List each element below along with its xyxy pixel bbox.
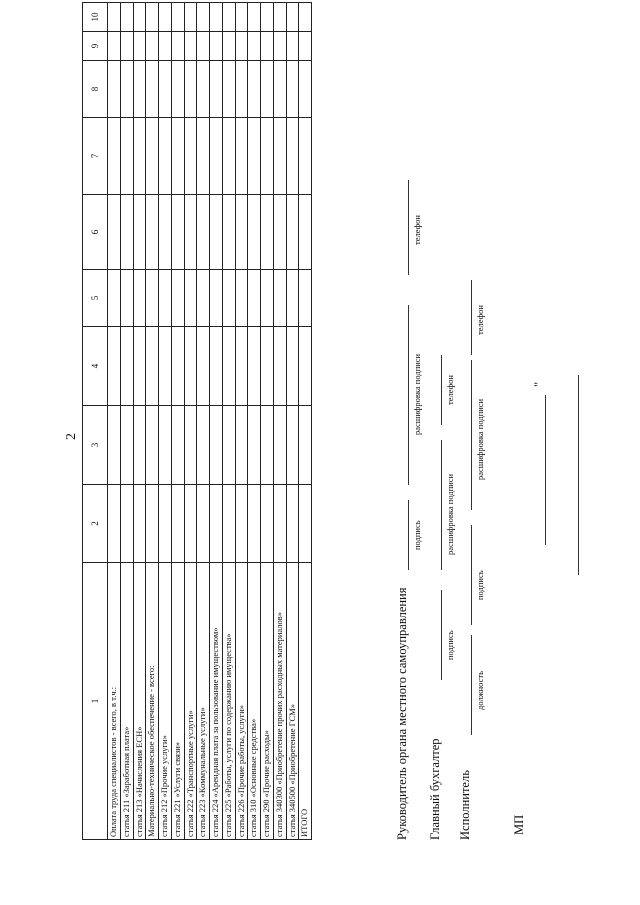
table-row — [210, 3, 223, 840]
table-row — [146, 3, 159, 840]
executor-signature-line — [471, 525, 472, 625]
value-cell — [261, 270, 274, 327]
value-cell — [184, 3, 197, 32]
header-cell: 9 — [83, 32, 108, 61]
value-cell — [286, 61, 299, 118]
executor-decoding-caption: расшифровка подписи — [475, 398, 485, 480]
value-cell — [248, 270, 261, 327]
value-cell — [159, 118, 172, 195]
value-cell — [248, 195, 261, 270]
value-cell — [171, 3, 184, 32]
row-label-cell: статья 224 «Арендная плата за пользование имуществом» — [210, 563, 223, 840]
accountant-decoding-caption: расшифровка подписи — [445, 473, 455, 555]
value-cell — [171, 485, 184, 563]
value-cell — [146, 195, 159, 270]
value-cell — [299, 32, 312, 61]
value-cell — [108, 406, 121, 485]
date-quote: " — [532, 381, 546, 387]
header-cell: 1 — [83, 563, 108, 840]
value-cell — [146, 32, 159, 61]
value-cell — [261, 327, 274, 406]
value-cell — [210, 327, 223, 406]
value-cell — [171, 61, 184, 118]
value-cell — [120, 61, 133, 118]
value-cell — [273, 406, 286, 485]
header-cell: 2 — [83, 485, 108, 563]
value-cell — [273, 195, 286, 270]
table-header-row — [83, 3, 108, 840]
value-cell — [210, 32, 223, 61]
value-cell — [108, 3, 121, 32]
value-cell — [222, 61, 235, 118]
value-cell — [184, 118, 197, 195]
header-cell: 8 — [83, 61, 108, 118]
value-cell — [146, 270, 159, 327]
row-label-cell: статья 211 «Заработная плата» — [120, 563, 133, 840]
value-cell — [222, 195, 235, 270]
header-cell: 3 — [83, 406, 108, 485]
value-cell — [286, 118, 299, 195]
value-cell — [108, 61, 121, 118]
table-row — [299, 3, 312, 840]
head-decoding-caption: расшифровка подписи — [412, 353, 422, 435]
value-cell — [171, 406, 184, 485]
row-label-cell: статья 223 «Коммунальные услуги» — [197, 563, 210, 840]
value-cell — [171, 270, 184, 327]
value-cell — [146, 327, 159, 406]
value-cell — [210, 3, 223, 32]
value-cell — [108, 118, 121, 195]
value-cell — [184, 327, 197, 406]
value-cell — [184, 270, 197, 327]
accountant-title: Главный бухгалтер — [428, 738, 442, 840]
value-cell — [286, 327, 299, 406]
table-row — [235, 3, 248, 840]
value-cell — [159, 327, 172, 406]
value-cell — [210, 118, 223, 195]
value-cell — [108, 327, 121, 406]
value-cell — [248, 485, 261, 563]
value-cell — [261, 118, 274, 195]
value-cell — [133, 32, 146, 61]
value-cell — [120, 3, 133, 32]
row-label-cell: статья 226 «Прочие работы, услуги» — [235, 563, 248, 840]
value-cell — [299, 61, 312, 118]
value-cell — [146, 3, 159, 32]
row-label-cell: статья 340500 «Приобретение ГСМ» — [286, 563, 299, 840]
table-row — [133, 3, 146, 840]
value-cell — [286, 270, 299, 327]
table-row — [248, 3, 261, 840]
value-cell — [299, 327, 312, 406]
executor-phone-line — [471, 280, 472, 355]
accountant-signature-line — [441, 590, 442, 680]
value-cell — [184, 485, 197, 563]
header-cell: 6 — [83, 195, 108, 270]
value-cell — [248, 61, 261, 118]
value-cell — [120, 118, 133, 195]
value-cell — [210, 485, 223, 563]
value-cell — [210, 270, 223, 327]
value-cell — [108, 485, 121, 563]
value-cell — [222, 118, 235, 195]
executor-signature-caption: подпись — [475, 570, 485, 600]
value-cell — [133, 270, 146, 327]
value-cell — [133, 118, 146, 195]
row-label-cell: статья 225 «Работы, услуги по содержанию имущества» — [222, 563, 235, 840]
value-cell — [222, 327, 235, 406]
value-cell — [197, 327, 210, 406]
date-line-1 — [545, 395, 546, 545]
value-cell — [261, 3, 274, 32]
value-cell — [273, 118, 286, 195]
value-cell — [108, 195, 121, 270]
row-label-cell: статья 340300 «Приобретение прочих расходных материалов» — [273, 563, 286, 840]
value-cell — [261, 485, 274, 563]
value-cell — [197, 32, 210, 61]
head-phone-caption: телефон — [412, 215, 422, 245]
value-cell — [133, 485, 146, 563]
table-row — [171, 3, 184, 840]
value-cell — [184, 195, 197, 270]
value-cell — [235, 327, 248, 406]
value-cell — [235, 406, 248, 485]
value-cell — [261, 32, 274, 61]
page-number: 2 — [64, 433, 79, 440]
value-cell — [171, 32, 184, 61]
date-line-2 — [578, 375, 579, 575]
table-row — [159, 3, 172, 840]
executor-decoding-line — [471, 360, 472, 510]
value-cell — [184, 61, 197, 118]
value-cell — [197, 3, 210, 32]
value-cell — [197, 61, 210, 118]
value-cell — [235, 270, 248, 327]
value-cell — [146, 61, 159, 118]
value-cell — [210, 61, 223, 118]
value-cell — [273, 32, 286, 61]
value-cell — [235, 195, 248, 270]
value-cell — [222, 270, 235, 327]
value-cell — [146, 118, 159, 195]
value-cell — [273, 3, 286, 32]
value-cell — [235, 118, 248, 195]
table-row — [286, 3, 299, 840]
value-cell — [222, 485, 235, 563]
value-cell — [184, 406, 197, 485]
table-row — [197, 3, 210, 840]
head-title: Руководитель органа местного самоуправления — [395, 587, 409, 840]
value-cell — [159, 32, 172, 61]
value-cell — [299, 3, 312, 32]
value-cell — [248, 327, 261, 406]
value-cell — [210, 195, 223, 270]
accountant-signature-caption: подпись — [445, 630, 455, 660]
value-cell — [197, 195, 210, 270]
value-cell — [159, 3, 172, 32]
value-cell — [146, 406, 159, 485]
value-cell — [210, 406, 223, 485]
value-cell — [120, 32, 133, 61]
value-cell — [261, 195, 274, 270]
value-cell — [286, 406, 299, 485]
value-cell — [184, 32, 197, 61]
value-cell — [197, 118, 210, 195]
value-cell — [261, 406, 274, 485]
value-cell — [197, 485, 210, 563]
executor-position-caption: должность — [475, 671, 485, 710]
value-cell — [286, 3, 299, 32]
value-cell — [222, 3, 235, 32]
head-decoding-line — [408, 305, 409, 485]
value-cell — [248, 406, 261, 485]
value-cell — [120, 485, 133, 563]
value-cell — [261, 61, 274, 118]
value-cell — [159, 270, 172, 327]
value-cell — [248, 32, 261, 61]
row-label-cell: статья 221 «Услуги связи» — [171, 563, 184, 840]
value-cell — [159, 61, 172, 118]
header-cell: 10 — [83, 3, 108, 32]
row-label-cell: Оплата труда специалистов - всего, в т.ч.: — [108, 563, 121, 840]
value-cell — [120, 270, 133, 327]
accountant-phone-line — [441, 355, 442, 425]
value-cell — [299, 195, 312, 270]
value-cell — [248, 3, 261, 32]
row-label-cell: статья 213 «Начисления ЕСН» — [133, 563, 146, 840]
value-cell — [120, 406, 133, 485]
value-cell — [222, 406, 235, 485]
value-cell — [286, 485, 299, 563]
value-cell — [197, 406, 210, 485]
row-label-cell: статья 310 «Основные средства» — [248, 563, 261, 840]
stamp-place-mp: МП — [512, 814, 526, 835]
head-phone-line — [408, 180, 409, 275]
budget-table — [82, 2, 312, 840]
head-signature-caption: подпись — [412, 520, 422, 550]
row-label-cell: ИТОГО — [299, 563, 312, 840]
value-cell — [235, 3, 248, 32]
value-cell — [235, 61, 248, 118]
table-row — [120, 3, 133, 840]
value-cell — [146, 485, 159, 563]
head-signature-line — [408, 500, 409, 570]
table-row — [273, 3, 286, 840]
value-cell — [133, 61, 146, 118]
value-cell — [222, 32, 235, 61]
value-cell — [299, 406, 312, 485]
table-row — [108, 3, 121, 840]
row-label-cell: статья 212 «Прочие услуги» — [159, 563, 172, 840]
value-cell — [159, 485, 172, 563]
row-label-cell: Материально-техническое обеспечение - всего: — [146, 563, 159, 840]
value-cell — [133, 195, 146, 270]
executor-phone-caption: телефон — [475, 305, 485, 335]
value-cell — [286, 32, 299, 61]
table-row — [222, 3, 235, 840]
table-row — [184, 3, 197, 840]
value-cell — [273, 327, 286, 406]
value-cell — [171, 195, 184, 270]
value-cell — [286, 195, 299, 270]
row-label-cell: статья 290 «Прочие расходы» — [261, 563, 274, 840]
accountant-phone-caption: телефон — [445, 375, 455, 405]
value-cell — [248, 118, 261, 195]
value-cell — [299, 270, 312, 327]
value-cell — [273, 270, 286, 327]
value-cell — [159, 406, 172, 485]
value-cell — [108, 32, 121, 61]
header-cell: 7 — [83, 118, 108, 195]
value-cell — [120, 195, 133, 270]
value-cell — [133, 406, 146, 485]
value-cell — [171, 327, 184, 406]
table-row — [261, 3, 274, 840]
value-cell — [108, 270, 121, 327]
row-label-cell: статья 222 «Транспортные услуги» — [184, 563, 197, 840]
value-cell — [299, 485, 312, 563]
value-cell — [235, 32, 248, 61]
executor-title: Исполнитель — [458, 770, 472, 840]
value-cell — [159, 195, 172, 270]
value-cell — [120, 327, 133, 406]
value-cell — [133, 3, 146, 32]
value-cell — [235, 485, 248, 563]
header-cell: 5 — [83, 270, 108, 327]
header-cell: 4 — [83, 327, 108, 406]
value-cell — [133, 327, 146, 406]
value-cell — [273, 61, 286, 118]
value-cell — [197, 270, 210, 327]
value-cell — [299, 118, 312, 195]
value-cell — [273, 485, 286, 563]
executor-position-line — [471, 635, 472, 735]
accountant-decoding-line — [441, 440, 442, 570]
value-cell — [171, 118, 184, 195]
